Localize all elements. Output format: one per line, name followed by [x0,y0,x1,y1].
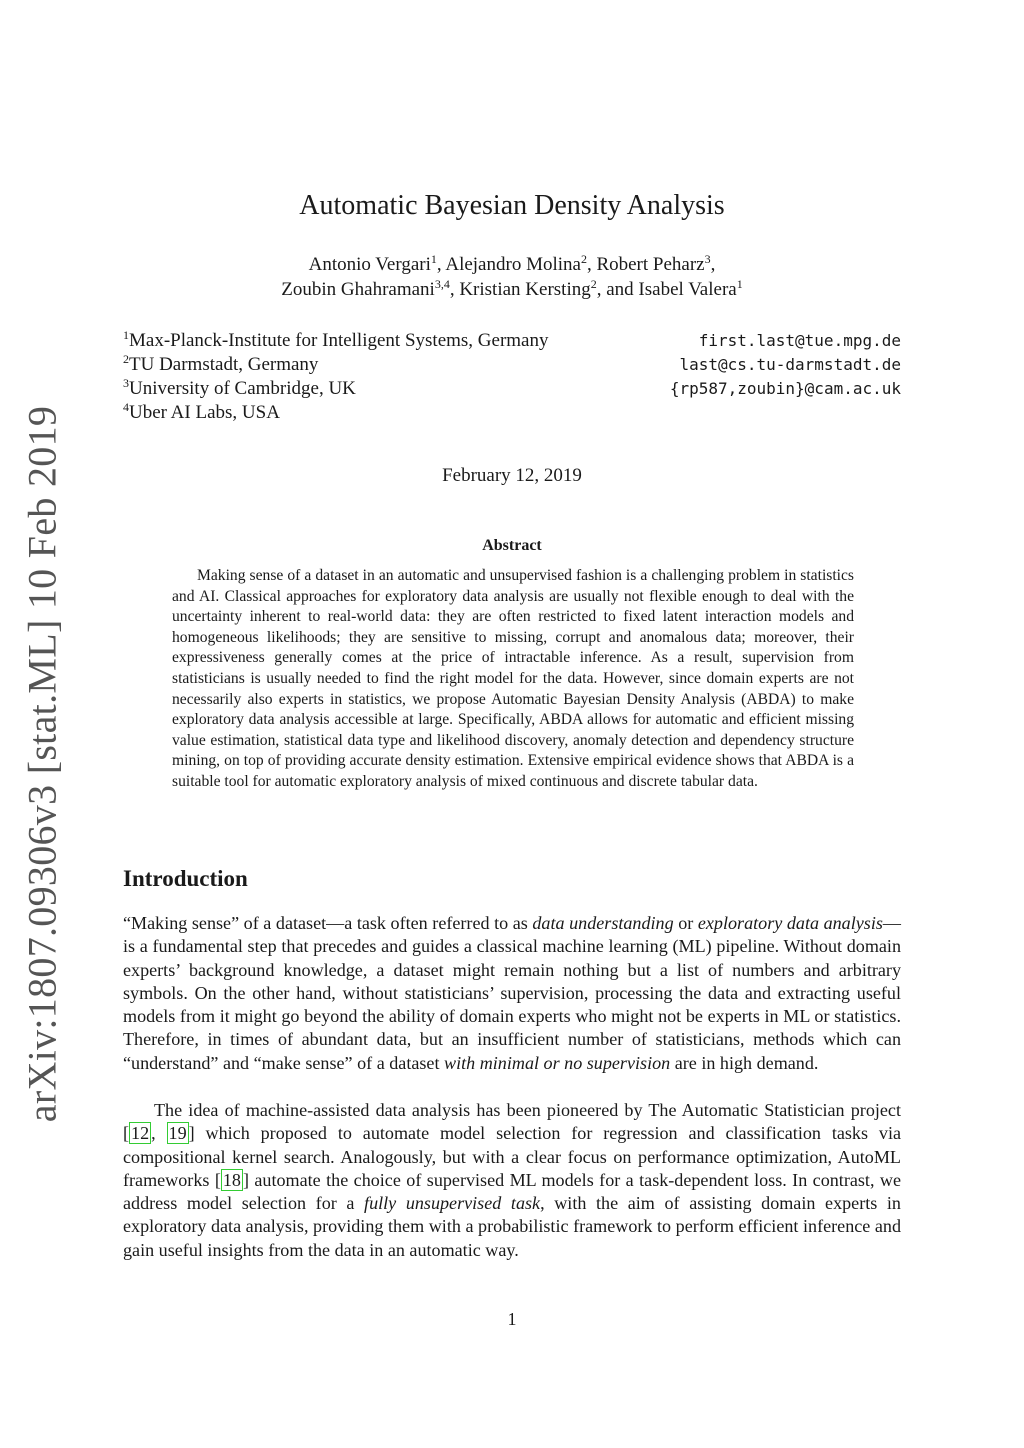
author-affil-sup: 2 [580,252,587,266]
author-sep: , [586,254,597,275]
paragraph-text: or [673,913,698,933]
author-line-1 [0,254,1024,276]
author-sep: , [710,254,716,275]
affiliation-name [123,354,318,376]
emphasis-text: with minimal or no supervision [444,1052,671,1073]
affiliation-name [123,402,280,424]
author-name: Alejandro Molina [445,254,581,275]
affiliation-text: TU Darmstadt, Germany [129,354,319,375]
abstract-body: Making sense of a dataset in an automatic and unsupervised fashion is a challenging problem in statistics and AI. Classical approaches for exploratory data analysis are usually not flexible enough to deal with the uncertainty inherent to real-world data: they are often restricted to fixed latent interaction models and homogeneous likelihoods; they are sensitive to missing, corrupt and anomalous data; moreover, their expressiveness generally comes at the price of intractable inference. As a result, supervision from statisticians is usually needed to find the right model for the data. However, since domain experts are not necessarily also experts in statistics, we propose Automatic Bayesian Density Analysis (ABDA) to make exploratory data analysis accessible at large. Specifically, ABDA allows for automatic and efficient missing value estimation, statistical data type and likelihood discovery, anomaly detection and dependency structure mining, on top of providing accurate density estimation. Extensive empirical evidence shows that ABDA is a suitable tool for automatic exploratory analysis of mixed continuous and discrete tabular data. [172,567,854,790]
affiliation-row [123,378,901,400]
affiliation-row [123,330,901,352]
author-line-2 [0,279,1024,301]
paragraph-text: ] automate the choice of supervised ML models for a task-dependent loss. In contrast, we address model selection for a [123,1169,901,1214]
author-affil-sup: 3,4 [434,277,450,291]
arxiv-side-stamp: arXiv:1807.09306v3 [stat.ML] 10 Feb 2019 [19,405,65,1123]
affiliation-email: last@cs.tu-darmstadt.de [679,355,901,374]
paper-date: February 12, 2019 [442,465,582,486]
author-name: Zoubin Ghahramani [281,279,435,300]
affiliation-row [123,354,901,376]
emphasis-text: data understanding [532,913,674,933]
paragraph-text: , [151,1123,167,1144]
author-name: Antonio Vergari [308,254,431,275]
affiliation-number: 3 [123,376,129,390]
author-affil-sup: 3 [704,252,711,266]
intro-paragraph-1 [123,912,901,1075]
author-affil-sup: 1 [430,252,437,266]
affiliation-number: 2 [123,352,129,366]
paragraph-text: The idea of machine-assisted data analysis has been pioneered by The Automatic Statistician project [ [123,1100,901,1144]
affiliation-name [123,378,356,400]
author-sep: , [436,254,446,275]
citation-link[interactable]: 18 [222,1169,241,1190]
paragraph-text: ] which proposed to automate model selection for regression and classification tasks via compositional kernel search. Analogously, but with a clear focus on performance optimization, AutoML frameworks [ [123,1123,901,1190]
affiliation-name [123,330,549,352]
abstract-heading: Abstract [482,537,542,554]
citation-link[interactable]: 12 [131,1123,150,1144]
author-sep: , [449,279,460,300]
affiliation-number: 1 [123,328,129,342]
intro-paragraph-2 [123,1099,901,1262]
paragraph-text: “Making sense” of a dataset—a task often referred to as [123,913,533,933]
affiliation-number: 4 [123,400,129,414]
affiliation-text: University of Cambridge, UK [129,378,356,399]
page-number: 1 [507,1309,517,1329]
author-name: Robert Peharz [596,254,705,275]
affiliation-email: first.last@tue.mpg.de [698,331,901,350]
paragraph-text: , with the aim of assisting domain experts in exploratory data analysis, providing them with a probabilistic framework to perform efficient inference and gain useful insights from the data in an automatic way. [123,1193,901,1260]
citation-link[interactable]: 19 [168,1123,187,1144]
paragraph-text: are in high demand. [670,1052,819,1073]
author-name: Isabel Valera [638,279,737,300]
emphasis-text: exploratory data analysis [697,913,883,933]
emphasis-text: fully unsupervised task [364,1193,541,1214]
author-sep: , and [596,279,639,300]
author-affil-sup: 1 [736,277,743,291]
author-affil-sup: 2 [590,277,597,291]
author-name: Kristian Kersting [459,279,591,300]
paragraph-text: —is a fundamental step that precedes and guides a classical machine learning (ML) pipeline. Without domain experts’ background knowledge, a dataset might remain nothing but a list of numbers and arbitrary symbols. On the other hand, without statisticians’ supervision, processing the data and extracting useful models from it might go beyond the ability of domain experts who might not be experts in ML or statistics. Therefore, in times of abundant data, but an insufficient number of statisticians, methods which can “understand” and “make sense” of a dataset [123,913,901,1073]
affiliation-text: Uber AI Labs, USA [129,402,280,423]
affiliation-email: {rp587,zoubin}@cam.ac.uk [669,379,901,398]
section-heading-introduction: Introduction [123,866,248,891]
affiliation-row [123,402,901,424]
affiliation-text: Max-Planck-Institute for Intelligent Systems, Germany [129,330,549,351]
paper-title: Automatic Bayesian Density Analysis [299,190,725,221]
